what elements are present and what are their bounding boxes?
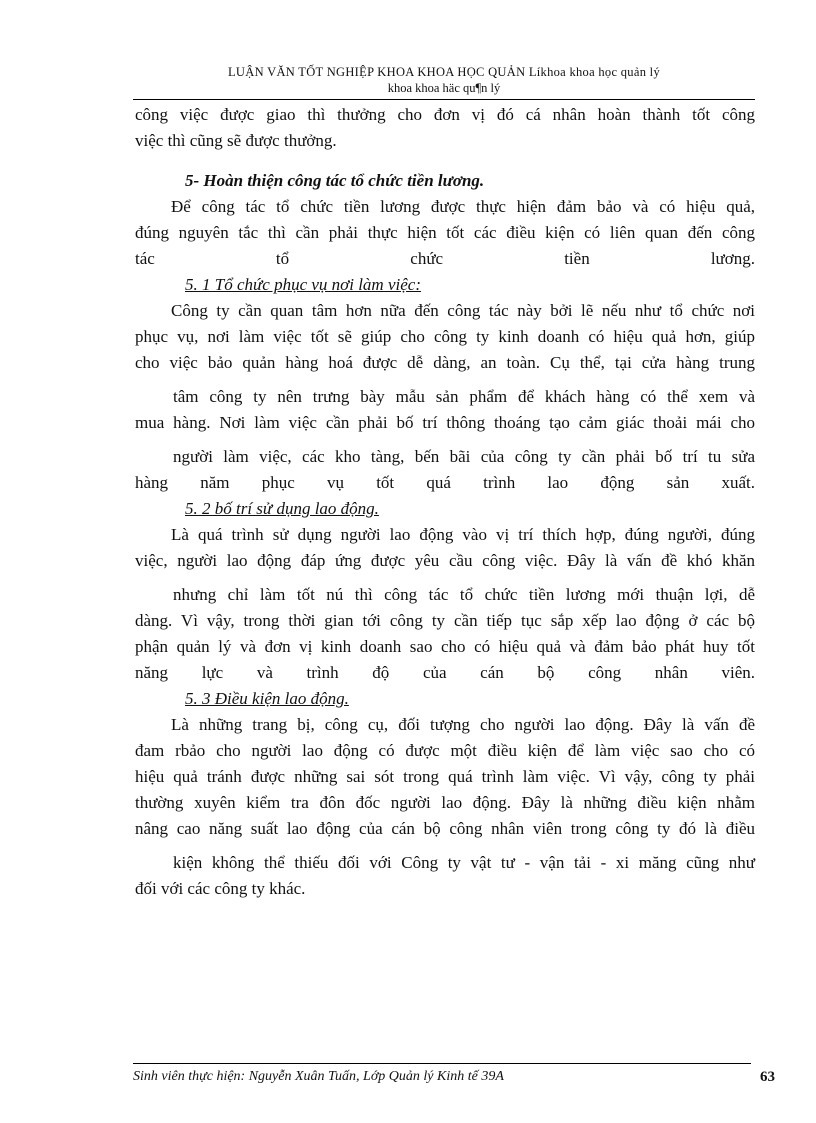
body-line: công việc được giao thì thưởng cho đơn vị đó cá nhân hoàn thành tốt công <box>135 105 755 124</box>
header-divider <box>133 99 755 100</box>
subsection-heading: 5. 2 bố trí sử dụng lao động. <box>185 499 379 518</box>
body-line: kiện không thể thiếu đối với Công ty vật tư - vận tải - xi măng cũng như <box>173 853 755 872</box>
body-line: Là quá trình sử dụng người lao động vào vị trí thích hợp, đúng người, đúng <box>171 525 755 544</box>
body-line: phận quản lý và đơn vị kinh doanh sao cho có hiệu quả và đảm bảo phát huy tốt <box>135 637 755 656</box>
page-header <box>133 64 755 96</box>
subsection-heading: 5. 1 Tổ chức phục vụ nơi làm việc: <box>185 275 421 294</box>
body-line: đam rbảo cho người lao động có được một điều kiện để làm việc sao cho có <box>135 741 755 760</box>
header-line-1: LUẬN VĂN TỐT NGHIỆP KHOA KHOA HỌC QUẢN Líkhoa khoa học quản lý <box>228 65 660 79</box>
body-line: dàng. Vì vậy, trong thời gian tới công ty cần tiếp tục sắp xếp lao động ở các bộ <box>135 611 755 630</box>
body-line: đúng nguyên tắc thì cần phải thực hiện tốt các điều kiện có liên quan đến công <box>135 223 755 242</box>
body-text <box>135 102 755 902</box>
body-line: mua hàng. Nơi làm việc cần phải bố trí thông thoáng tạo cảm giác thoải mái cho <box>135 413 755 432</box>
body-line: Công ty cần quan tâm hơn nữa đến công tác này bởi lẽ nếu như tổ chức nơi <box>171 301 755 320</box>
body-line: Để công tác tổ chức tiền lương được thực hiện đảm bảo và có hiệu quả, <box>171 197 755 216</box>
body-line: tâm công ty nên trưng bày mẫu sản phẩm để khách hàng có thể xem và <box>173 387 755 406</box>
body-line: nâng cao năng suất lao động của cán bộ công nhân viên trong công ty đó là điều <box>135 819 755 838</box>
page-number: 63 <box>760 1069 775 1085</box>
body-line: việc, người lao động đáp ứng được yêu cầu công việc. Đây là vấn đề khó khăn <box>135 551 755 570</box>
body-line: tác tổ chức tiền lương. <box>135 249 755 268</box>
footer-divider <box>133 1063 751 1064</box>
body-line: phục vụ, nơi làm việc tốt sẽ giúp cho công ty kinh doanh có hiệu quả hơn, giúp <box>135 327 755 346</box>
body-line: cho việc bảo quản hàng hoá được dễ dàng, an toàn. Cụ thể, tại cửa hàng trung <box>135 353 755 372</box>
header-line-2: khoa khoa häc qu¶n lý <box>387 81 501 95</box>
body-line: đối với các công ty khác. <box>135 879 306 898</box>
body-line: người làm việc, các kho tàng, bến bãi của công ty cần phải bố trí tu sửa <box>173 447 755 466</box>
body-line: thường xuyên kiểm tra đôn đốc người lao động. Đây là những điều kiện nhằm <box>135 793 755 812</box>
body-line: Là những trang bị, công cụ, đối tượng cho người lao động. Đây là vấn đề <box>171 715 755 734</box>
body-line: năng lực và trình độ của cán bộ công nhân viên. <box>135 663 755 682</box>
body-line: hiệu quả tránh được những sai sót trong quá trình làm việc. Vì vậy, công ty phải <box>135 767 755 786</box>
section-heading: 5- Hoàn thiện công tác tổ chức tiền lương. <box>185 171 485 190</box>
page-footer <box>133 1067 775 1087</box>
body-line: việc thì cũng sẽ được thưởng. <box>135 131 337 150</box>
subsection-heading: 5. 3 Điều kiện lao động. <box>185 689 349 708</box>
footer-author: Sinh viên thực hiện: Nguyễn Xuân Tuấn, Lớp Quản lý Kinh tế 39A <box>133 1069 504 1084</box>
body-line: nhưng chỉ làm tốt nú thì công tác tổ chức tiền lương mới thuận lợi, dễ <box>173 585 755 604</box>
body-line: hàng năm phục vụ tốt quá trình lao động sản xuất. <box>135 473 755 492</box>
